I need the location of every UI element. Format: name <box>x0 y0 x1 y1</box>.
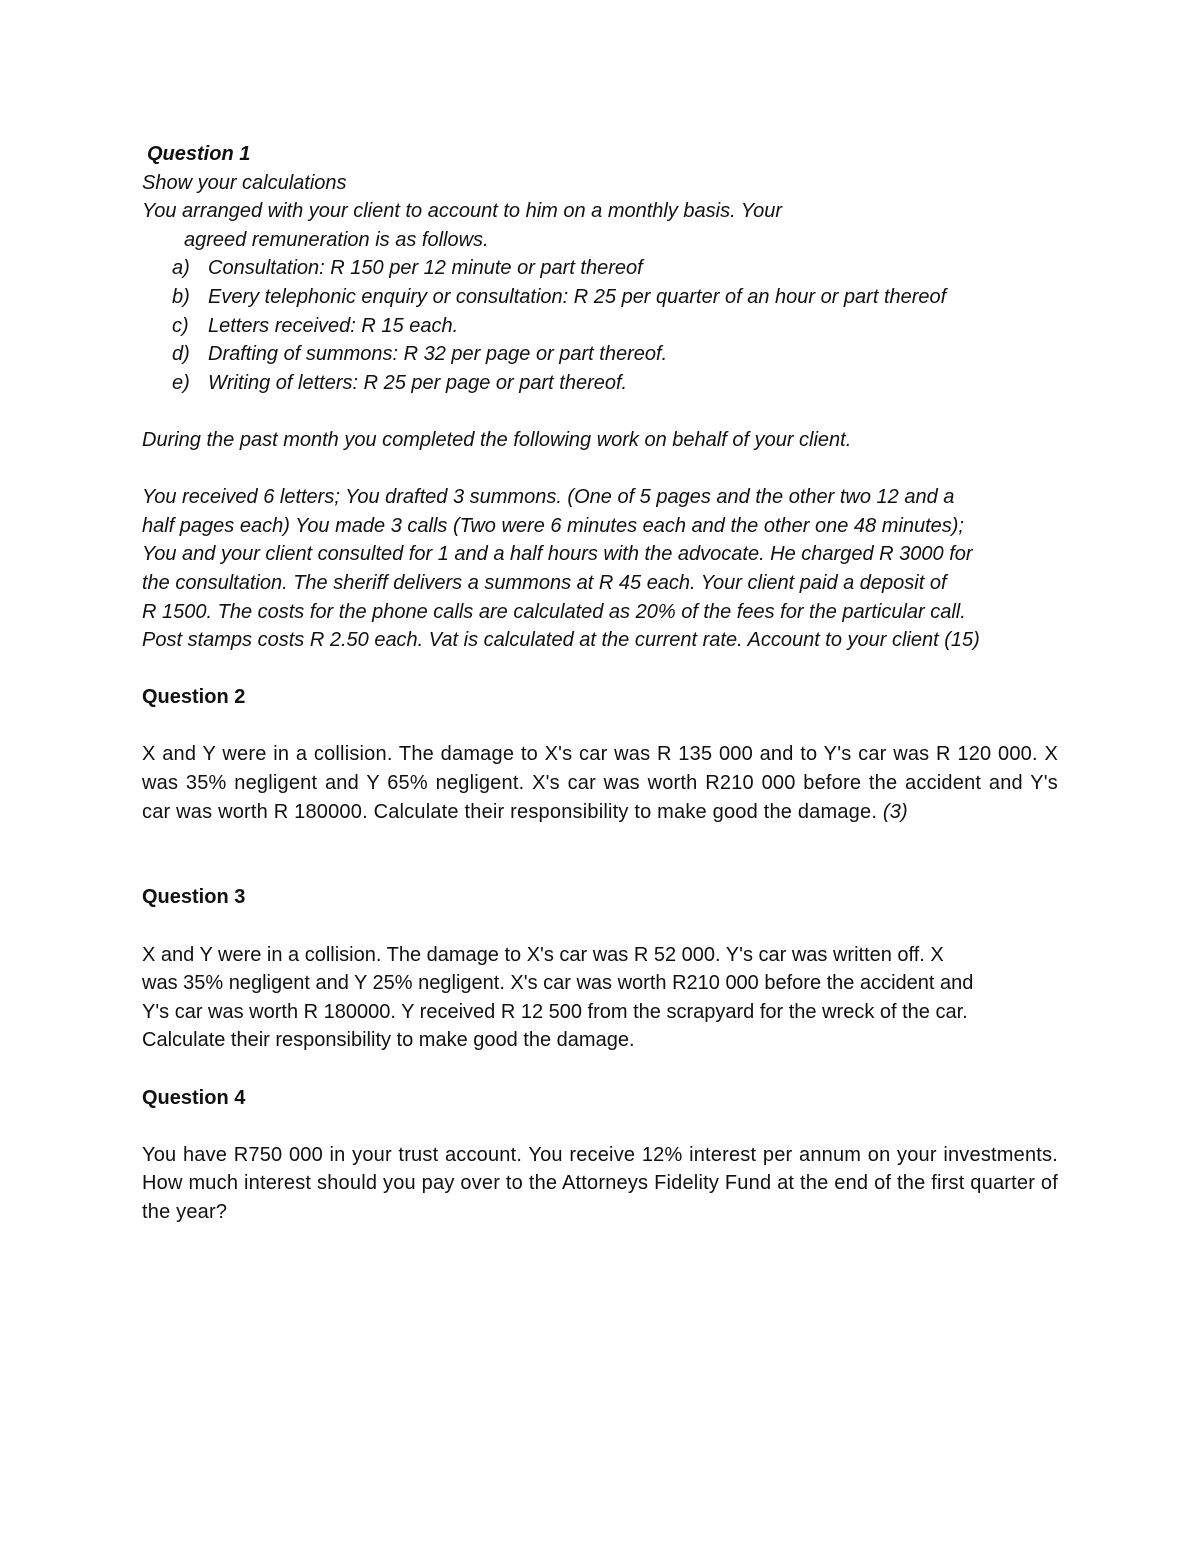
question-2-title: Question 2 <box>142 686 246 709</box>
text-line: Y's car was worth R 180000. Y received R 12 500 from the scrapyard for the wreck of the car. <box>142 1000 968 1023</box>
question-1-intro-cont: agreed remuneration is as follows. <box>184 228 489 251</box>
list-item <box>142 369 1058 398</box>
text-line: Calculate their responsibility to make good the damage. <box>142 1029 635 1052</box>
question-1-title: Question 1 <box>147 143 251 165</box>
list-marker: c) <box>172 314 189 337</box>
list-item <box>142 340 1058 369</box>
list-marker: d) <box>172 343 190 366</box>
list-item <box>142 312 1058 341</box>
text-line: X and Y were in a collision. The damage to X's car was R 52 000. Y's car was written off. X <box>142 943 944 966</box>
remuneration-list <box>142 254 1058 397</box>
text-line: You and your client consulted for 1 and a half hours with the advocate. He charged R 3000 for <box>142 543 973 566</box>
question-3-body <box>142 941 1058 1055</box>
question-3-title: Question 3 <box>142 886 246 909</box>
text-line: was 35% negligent and Y 25% negligent. X's car was worth R210 000 before the accident and <box>142 972 974 995</box>
question-1-intro: You arranged with your client to account to him on a monthly basis. Your <box>142 200 782 223</box>
question-1-details <box>142 483 1058 655</box>
question-3-section <box>142 883 1058 1055</box>
question-4-body: You have R750 000 in your trust account. You receive 12% interest per annum on your investments. How much interest should you pay over to the Attorneys Fidelity Fund at the end of the first quarter of the year? <box>142 1143 1058 1223</box>
text-line: the consultation. The sheriff delivers a summons at R 45 each. Your client paid a deposit of <box>142 571 947 594</box>
list-item-text: Drafting of summons: R 32 per page or part thereof. <box>208 343 668 366</box>
text-line: half pages each) You made 3 calls (Two were 6 minutes each and the other one 48 minutes); <box>142 514 964 537</box>
list-item-text: Writing of letters: R 25 per page or part thereof. <box>208 371 628 394</box>
list-item <box>142 283 1058 312</box>
text-line: R 1500. The costs for the phone calls are calculated as 20% of the fees for the particular call. <box>142 600 966 623</box>
list-item-text: Consultation: R 150 per 12 minute or part thereof <box>208 257 643 280</box>
question-1-instruction: Show your calculations <box>142 171 347 194</box>
question-4-section <box>142 1084 1058 1227</box>
text-line: You received 6 letters; You drafted 3 summons. (One of 5 pages and the other two 12 and a <box>142 486 955 509</box>
list-marker: e) <box>172 371 190 394</box>
question-1-work-intro: During the past month you completed the following work on behalf of your client. <box>142 428 852 451</box>
document-page <box>142 140 1058 1227</box>
list-marker: b) <box>172 285 190 308</box>
question-2-marks: (3) <box>882 800 908 823</box>
question-2-section <box>142 683 1058 826</box>
question-2-text: X and Y were in a collision. The damage to X's car was R 135 000 and to Y's car was R 120 000. X was 35% negligent and Y 65% negligent. X's car was worth R210 000 before the accident and Y's car was worth R 180000. Calculate their responsibility to make good the damage. <box>142 743 1058 823</box>
question-2-body <box>142 740 1058 826</box>
list-marker: a) <box>172 257 190 280</box>
list-item-text: Every telephonic enquiry or consultation: R 25 per quarter of an hour or part thereof <box>208 285 947 308</box>
list-item <box>142 254 1058 283</box>
text-line: Post stamps costs R 2.50 each. Vat is calculated at the current rate. Account to your client (15) <box>142 629 980 652</box>
question-1-section <box>142 140 1058 655</box>
question-4-title: Question 4 <box>142 1086 246 1109</box>
list-item-text: Letters received: R 15 each. <box>208 314 459 337</box>
